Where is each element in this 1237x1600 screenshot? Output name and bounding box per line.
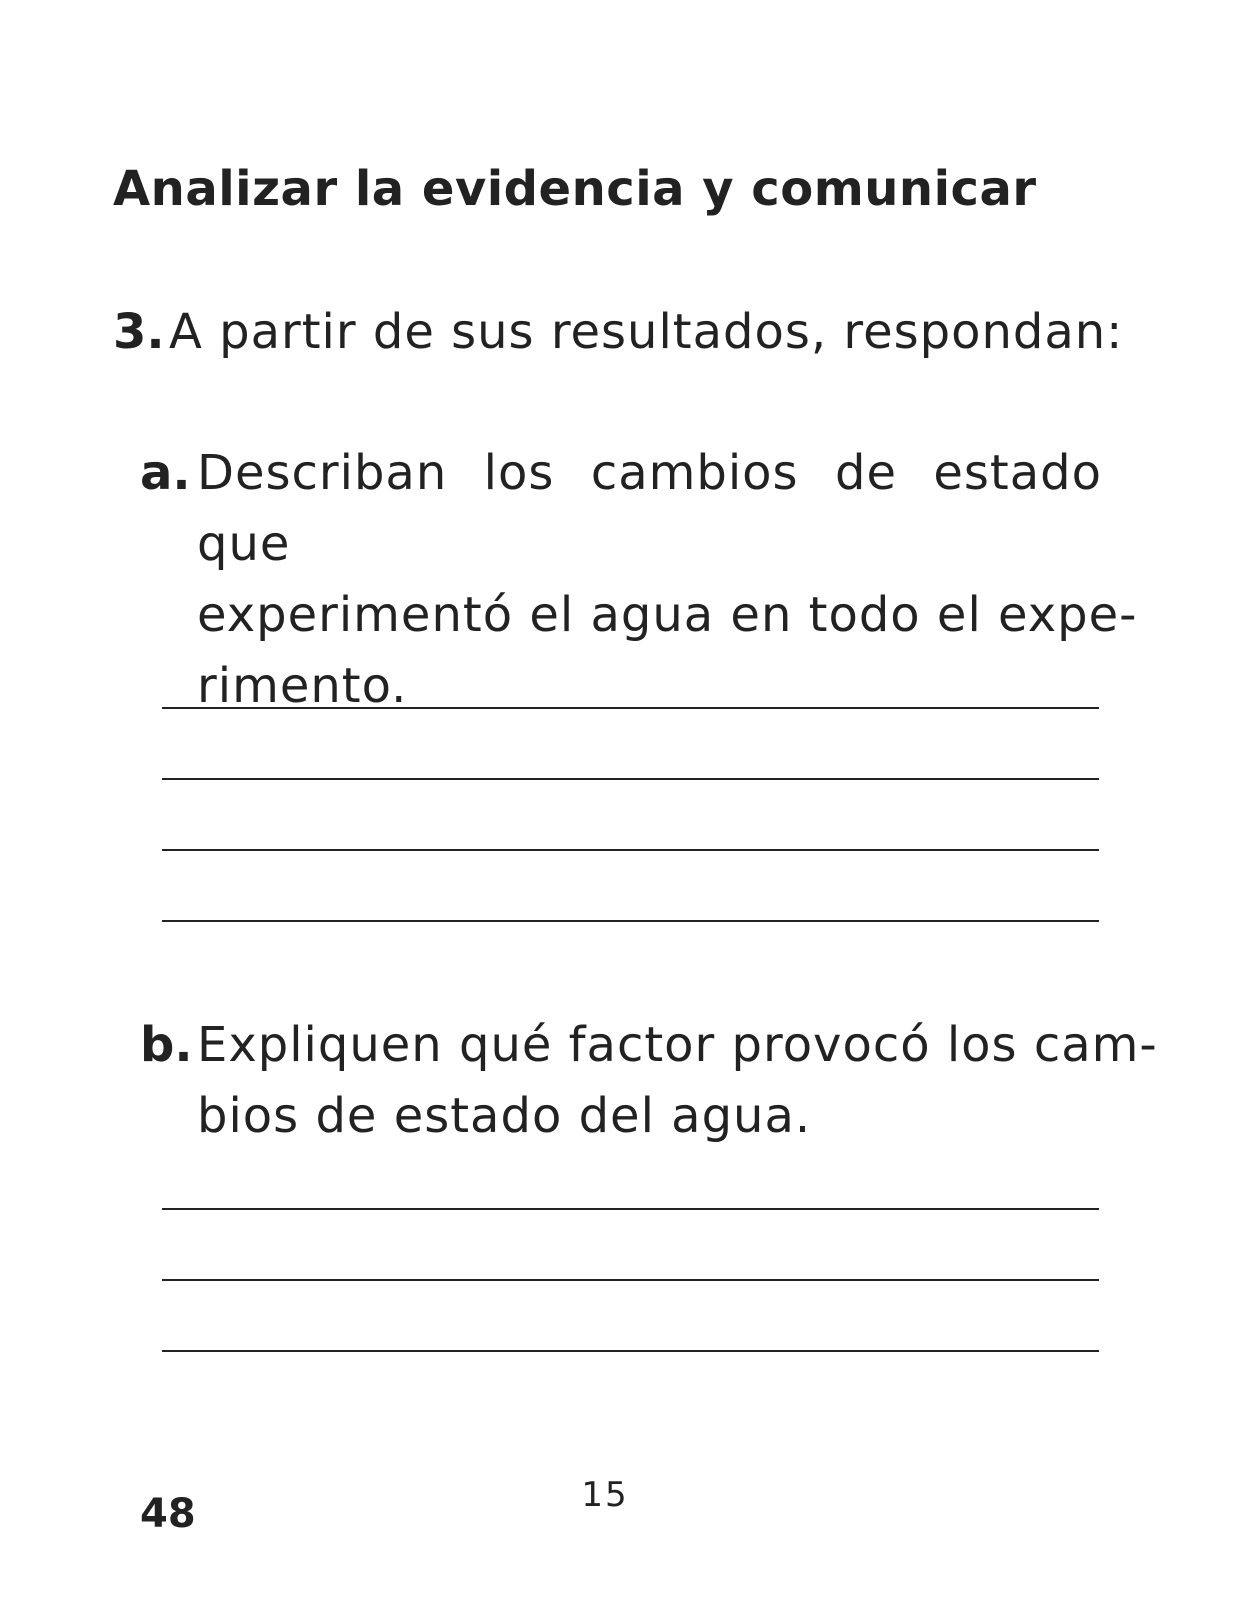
item-b-line-2: bios de estado del agua. — [197, 1088, 812, 1144]
question-3 — [113, 303, 1123, 361]
item-a-letter: a. — [140, 445, 191, 501]
item-b-text — [197, 1010, 1158, 1152]
section-heading: Analizar la evidencia y comunicar — [113, 161, 1037, 217]
answer-line-a-3[interactable] — [162, 849, 1099, 851]
question-text: A partir de sus resultados, respondan: — [169, 304, 1124, 360]
item-a-line-1: Describan los cambios de estado que — [197, 445, 1102, 572]
item-b-letter: b. — [140, 1017, 193, 1073]
answer-line-b-1[interactable] — [162, 1208, 1099, 1210]
item-a — [140, 438, 1138, 722]
question-number: 3. — [113, 304, 165, 360]
item-a-text — [197, 438, 1138, 722]
answer-line-a-2[interactable] — [162, 778, 1099, 780]
page-number: 15 — [581, 1475, 629, 1515]
item-b-line-1: Expliquen qué factor provocó los cam- — [197, 1017, 1158, 1073]
item-a-line-2: experimentó el agua en todo el expe- — [197, 587, 1138, 643]
answer-line-b-2[interactable] — [162, 1279, 1099, 1281]
folio-number: 48 — [140, 1491, 196, 1537]
answer-line-a-1[interactable] — [162, 707, 1099, 709]
item-b — [140, 1010, 1158, 1152]
answer-line-a-4[interactable] — [162, 920, 1099, 922]
item-a-line-3: rimento. — [197, 658, 408, 714]
answer-line-b-3[interactable] — [162, 1350, 1099, 1352]
